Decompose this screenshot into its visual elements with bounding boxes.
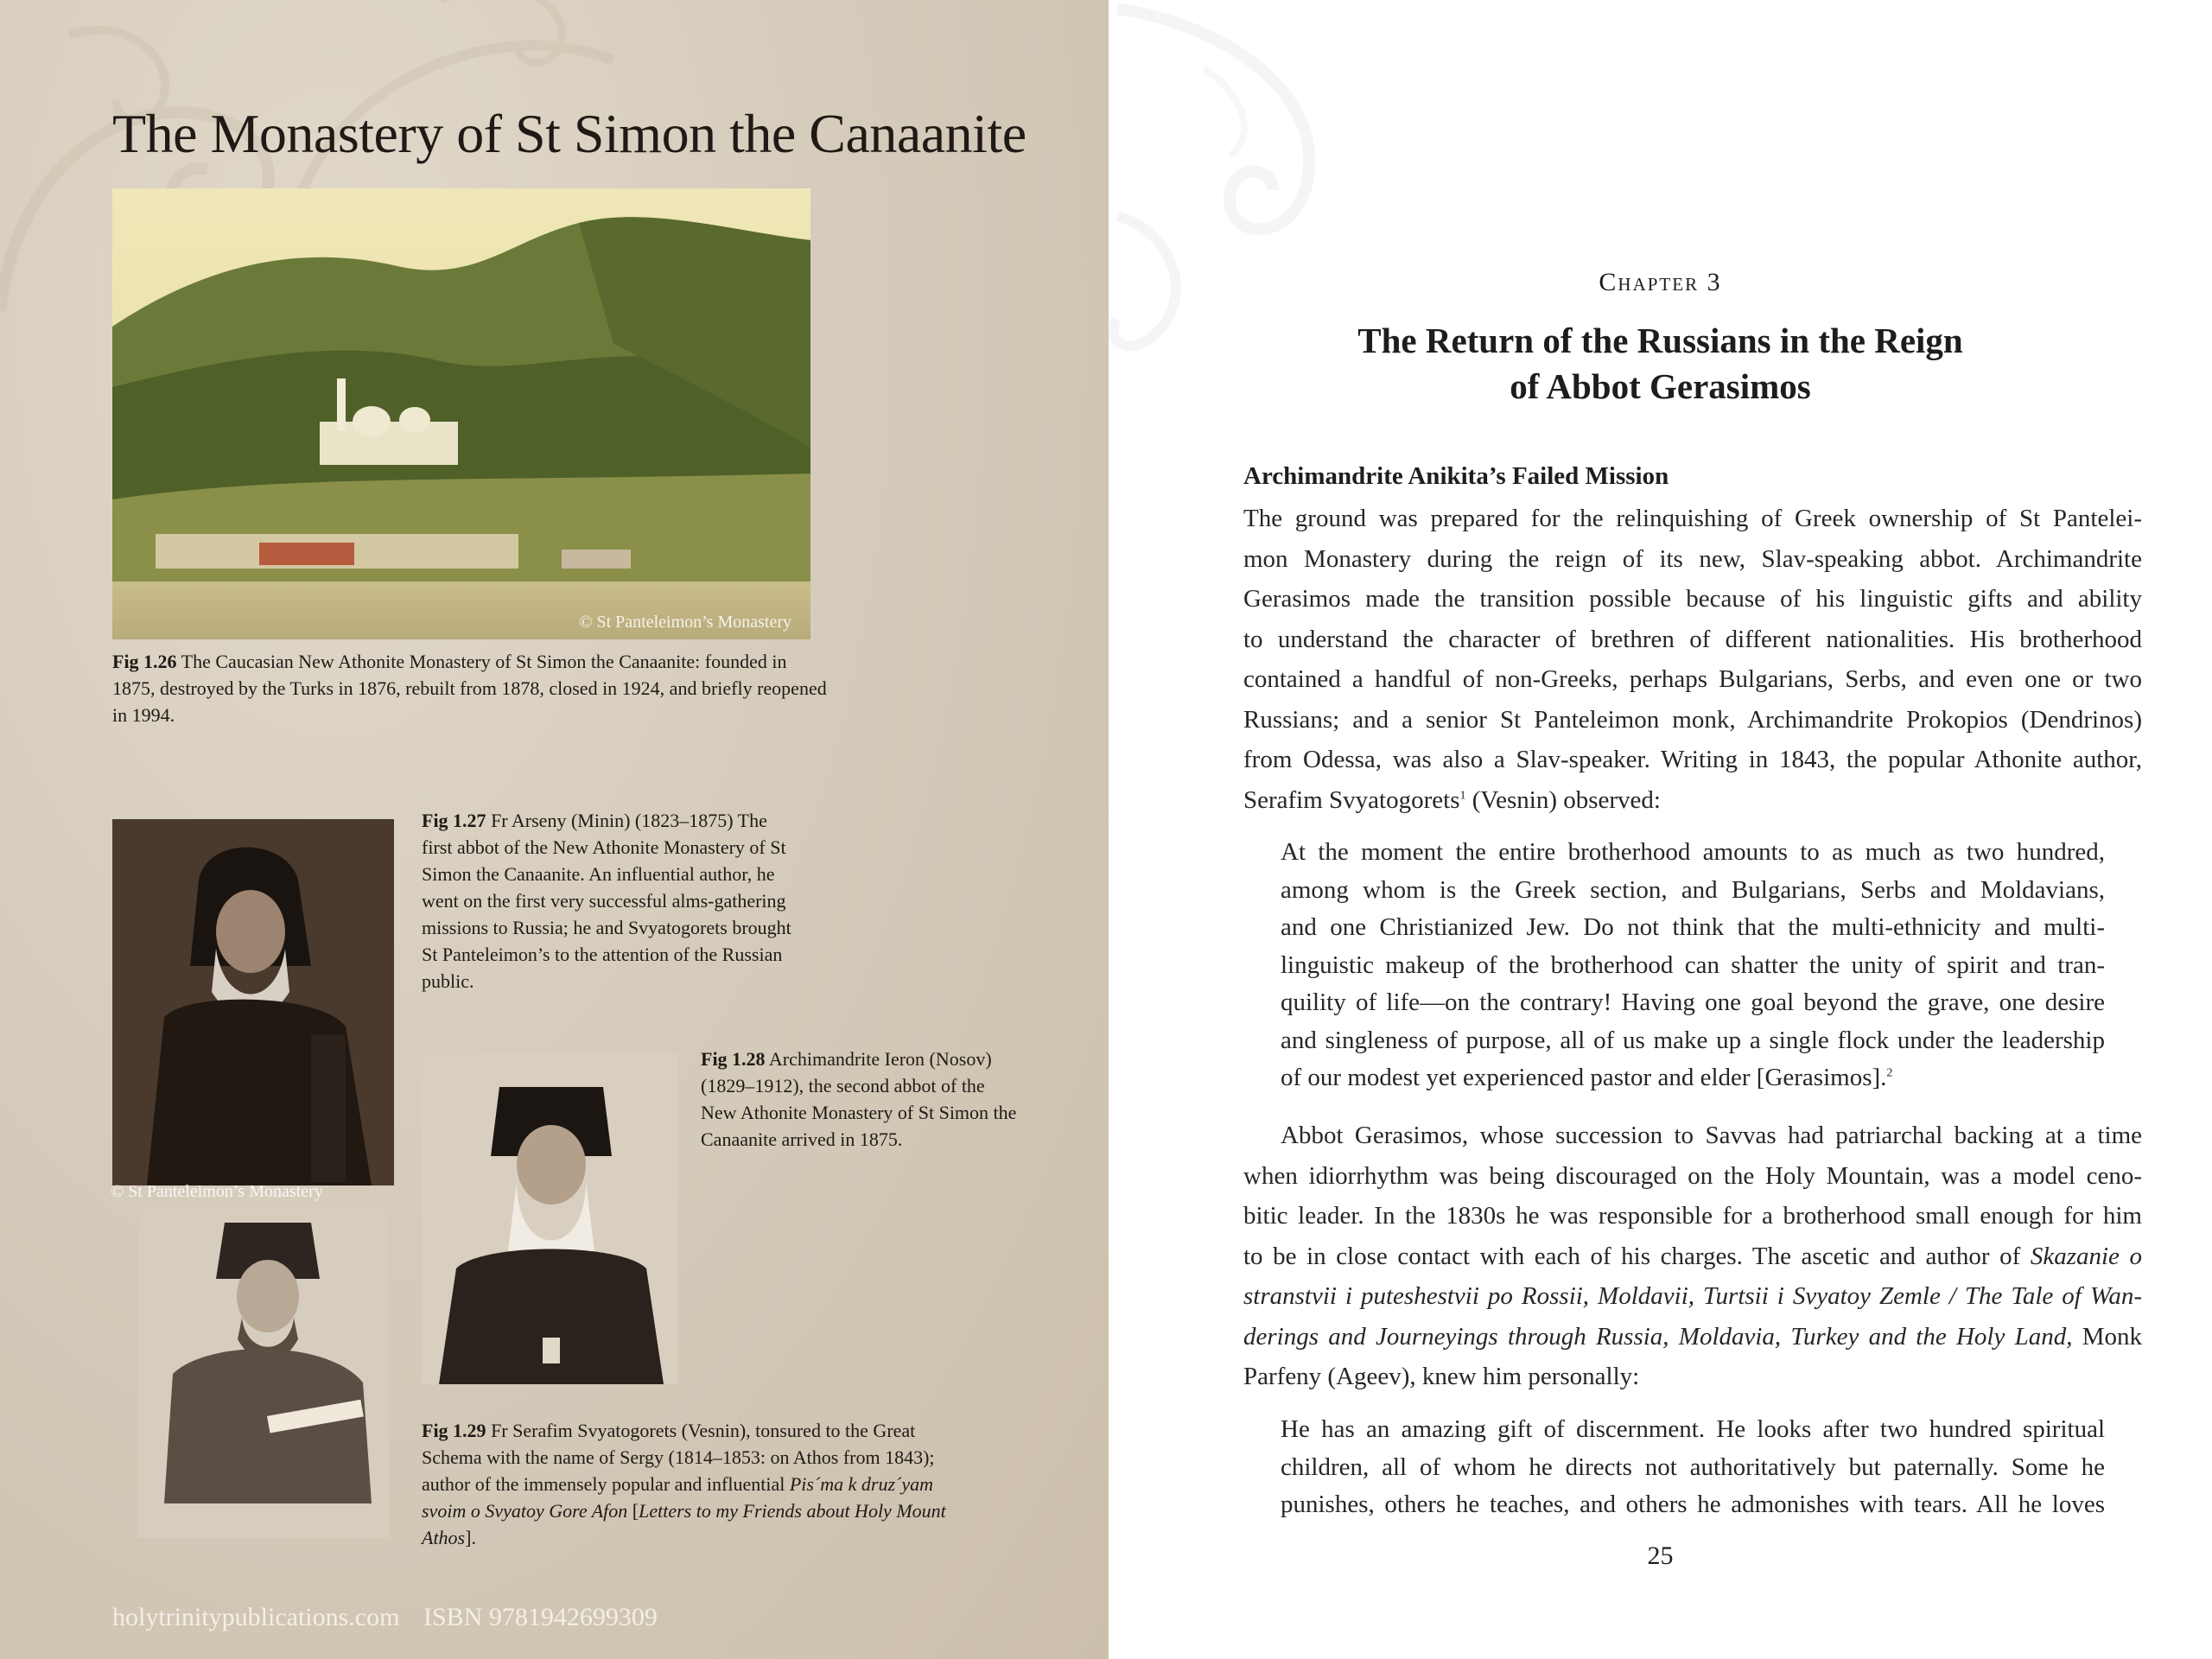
text-line: and one Christianized Jew. Do not think that the multi-ethnicity and multi-	[1281, 913, 2105, 941]
caption-text: Archimandrite Ieron (Nosov) (1829–1912), the second abbot of the New Athonite Monastery of St Simon the Canaanite arrived in 1875.	[701, 1048, 1017, 1150]
text-line: He has an amazing gift of discernment. He looks after two hundred spiritual	[1281, 1415, 2105, 1443]
caption-label: Fig 1.27	[422, 810, 486, 831]
paragraph-2	[1243, 1116, 2142, 1397]
text-line	[1243, 1236, 2142, 1277]
arseny-portrait	[112, 819, 394, 1185]
publisher-website: holytrinitypublications.com	[112, 1603, 400, 1631]
text-run: Serafim Svyatogorets	[1243, 785, 1460, 814]
text-line: Gerasimos made the transition possible because of his linguistic gifts and ability	[1243, 585, 2142, 613]
text-line: among whom is the Greek section, and Bulgarians, Serbs and Moldavians,	[1281, 875, 2105, 904]
text-line: bitic leader. In the 1830s he was responsible for a brotherhood small enough for him	[1243, 1202, 2142, 1230]
text-run: (Vesnin) observed:	[1465, 785, 1661, 814]
text-run: Monk	[2072, 1322, 2142, 1351]
text-line	[1243, 1317, 2142, 1357]
publisher-footer	[112, 1603, 675, 1632]
text-line: At the moment the entire brotherhood amounts to as much as two hundred,	[1281, 838, 2105, 866]
text-line: and singleness of purpose, all of us make up a single flock under the leadership	[1281, 1026, 2105, 1054]
caption-text: ].	[465, 1527, 476, 1548]
text-line: Abbot Gerasimos, whose succession to Savvas had patriarchal backing at a time	[1281, 1122, 2142, 1149]
photo-copyright: © St Panteleimon’s Monastery	[579, 613, 791, 632]
caption-text: [	[627, 1500, 639, 1522]
caption-text: Fr Arseny (Minin) (1823–1875) The first abbot of the New Athonite Monastery of St Simon the Canaanite. An influential author, he went on the first very successful alms-gathering missions to Russia; he and Svyatogorets brought St Panteleimon’s to the attention of the Russian public.	[422, 810, 791, 992]
page-number: 25	[1647, 1541, 1674, 1570]
text-line: Parfeny (Ageev), knew him personally:	[1243, 1363, 1640, 1390]
page-title: The Monastery of St Simon the Canaanite	[112, 103, 1027, 164]
paragraph-1	[1243, 499, 2142, 820]
text-run: to be in close contact with each of his charges. The ascetic and author of	[1243, 1242, 2031, 1270]
chapter-title-line: The Return of the Russians in the Reign	[1357, 321, 1963, 360]
footnote-ref: 1	[1459, 788, 1466, 802]
monastery-photo	[112, 188, 810, 639]
text-line: from Odessa, was also a Slav-speaker. Writing in 1843, the popular Athonite author,	[1243, 746, 2142, 773]
chapter-title	[1109, 318, 2212, 410]
text-line: to understand the character of brethren of different nationalities. His brotherhood	[1243, 625, 2142, 653]
arseny-portrait-image	[112, 819, 394, 1185]
block-quote-1	[1281, 834, 2105, 1097]
italic-title: Skazanie o	[2030, 1242, 2142, 1270]
text-line: The ground was prepared for the relinquishing of Greek ownership of St Pantelei-	[1243, 505, 2142, 532]
text-line: mon Monastery during the reign of its new, Slav-speaking abbot. Archimandrite	[1243, 544, 2142, 573]
text-line: punishes, others he teaches, and others he admonishes with tears. All he loves	[1281, 1491, 2105, 1518]
right-page	[1109, 0, 2212, 1659]
serafim-engraving	[138, 1210, 389, 1538]
text-line: Russians; and a senior St Panteleimon monk, Archimandrite Prokopios (Dendrinos)	[1243, 705, 2142, 734]
caption-label: Fig 1.29	[422, 1420, 486, 1441]
text-line	[1281, 1059, 2105, 1097]
text-run: of our modest yet experienced pastor and elder [Gerasimos].	[1281, 1064, 1887, 1091]
section-heading: Archimandrite Anikita’s Failed Mission	[1243, 462, 1669, 490]
chapter-title-line: of Abbot Gerasimos	[1510, 366, 1811, 406]
caption-label: Fig 1.28	[701, 1048, 766, 1070]
italic-title: derings and Journeyings through Russia, Moldavia, Turkey and the Holy Land,	[1243, 1322, 2073, 1351]
ieron-portrait	[422, 1052, 677, 1384]
ieron-portrait-image	[422, 1052, 677, 1384]
text-line: when idiorrhythm was being discouraged on the Holy Mountain, was a model ceno-	[1243, 1161, 2142, 1190]
monastery-landscape-image	[112, 188, 810, 639]
caption-fig-1-26	[112, 648, 830, 728]
block-quote-2	[1281, 1411, 2105, 1524]
caption-italic-title: Pis´ma k druz´yam svoim o Svyatoy Gore Afon	[422, 1473, 934, 1522]
text-line: quility of life—on the contrary! Having one goal beyond the grave, one desire	[1281, 988, 2105, 1016]
text-line	[1243, 1276, 2142, 1317]
serafim-engraving-image	[138, 1210, 389, 1538]
caption-text: Fr Serafim Svyatogorets (Vesnin), tonsured to the Great Schema with the name of Sergy (1814–1853: on Athos from 1843); author of the immensely popular and influential	[422, 1420, 935, 1495]
photo-copyright: © St Panteleimon’s Monastery	[111, 1182, 323, 1201]
text-line: children, all of whom he directs not authoritatively but paternally. Some he	[1281, 1452, 2105, 1481]
text-line: contained a handful of non-Greeks, perhaps Bulgarians, Serbs, and even one or two	[1243, 665, 2142, 693]
caption-fig-1-27	[422, 807, 802, 995]
text-line	[1243, 780, 2142, 821]
caption-label: Fig 1.26	[112, 651, 177, 672]
isbn: ISBN 9781942699309	[423, 1603, 658, 1631]
caption-fig-1-29	[422, 1417, 957, 1551]
caption-text: The Caucasian New Athonite Monastery of St Simon the Canaanite: founded in 1875, destroyed by the Turks in 1876, rebuilt from 1878, closed in 1924, and briefly reopened in 1994.	[112, 651, 827, 726]
chapter-label: Chapter 3	[1599, 268, 1722, 296]
caption-italic-title: Letters to my Friends about Holy Mount Athos	[422, 1500, 946, 1548]
text-line: linguistic makeup of the brotherhood can shatter the unity of spirit and tran-	[1281, 950, 2105, 979]
footnote-ref: 2	[1886, 1066, 1893, 1080]
italic-title: stranstvii i puteshestvii po Rossii, Moldavii, Turtsii i Svyatoy Zemle / The Tale of Wan-	[1243, 1282, 2142, 1310]
caption-fig-1-28	[701, 1046, 1020, 1153]
